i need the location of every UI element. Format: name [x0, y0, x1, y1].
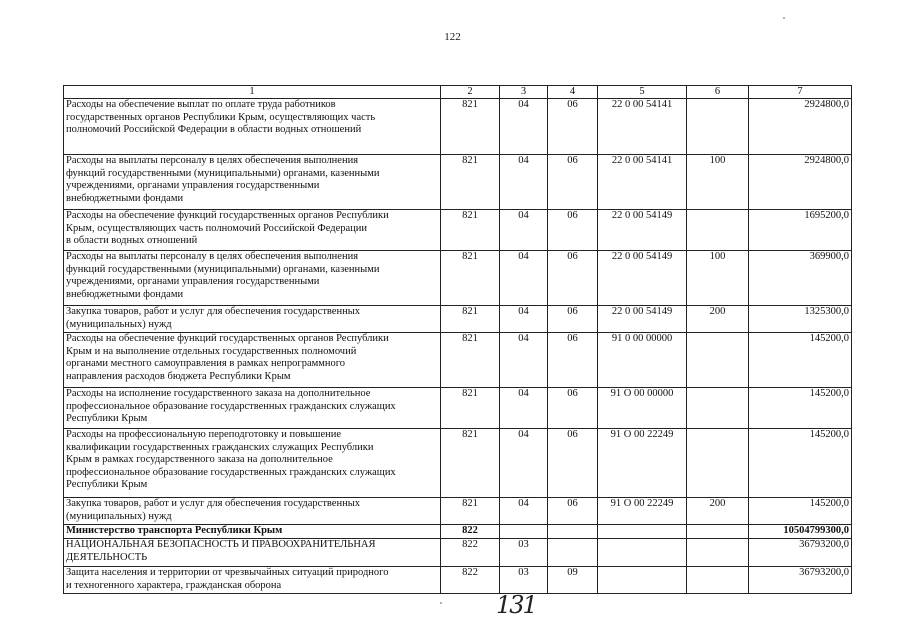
row-code-4: 06	[548, 155, 598, 210]
table-row	[64, 99, 852, 155]
row-code-3	[500, 525, 548, 539]
header-col-2: 2	[441, 86, 500, 99]
row-amount: 369900,0	[749, 251, 852, 306]
row-code-2: 821	[441, 306, 500, 333]
row-code-6	[687, 539, 749, 567]
row-amount: 10504799300,0	[749, 525, 852, 539]
row-code-3: 04	[500, 306, 548, 333]
row-name: Расходы на обеспечение выплат по оплате труда работников государственных органов Республики Крым, осуществляющих часть полномочий Российской Федерации в области водных отношений	[64, 99, 441, 155]
header-col-7: 7	[749, 86, 852, 99]
table-row	[64, 306, 852, 333]
row-code-3: 03	[500, 539, 548, 567]
row-code-3: 03	[500, 567, 548, 594]
row-name: Расходы на выплаты персоналу в целях обеспечения выполнения функций государственными (муниципальными) органами, казенными учреждениями, органами управления государственными внебюджетными фондами	[64, 155, 441, 210]
row-code-6	[687, 429, 749, 498]
row-code-5: 22 0 00 54141	[598, 99, 687, 155]
row-code-4: 09	[548, 567, 598, 594]
row-code-3: 04	[500, 333, 548, 388]
row-code-2: 821	[441, 498, 500, 525]
row-code-2: 821	[441, 333, 500, 388]
row-code-6	[687, 388, 749, 429]
row-name: Министерство транспорта Республики Крым	[64, 525, 441, 539]
row-code-5	[598, 567, 687, 594]
row-code-4: 06	[548, 333, 598, 388]
row-code-6: 200	[687, 306, 749, 333]
table-header-row	[64, 86, 852, 99]
row-code-2: 821	[441, 210, 500, 251]
row-code-6	[687, 567, 749, 594]
row-code-6	[687, 99, 749, 155]
row-code-5: 91 0 00 00000	[598, 333, 687, 388]
page-number: 122	[444, 31, 461, 43]
scan-speck	[783, 17, 785, 19]
budget-table	[63, 85, 852, 594]
scan-speck	[440, 602, 442, 604]
row-amount: 145200,0	[749, 498, 852, 525]
row-amount: 145200,0	[749, 333, 852, 388]
table-row	[64, 498, 852, 525]
row-name: Закупка товаров, работ и услуг для обеспечения государственных (муниципальных) нужд	[64, 498, 441, 525]
row-code-5: 91 О 00 22249	[598, 498, 687, 525]
row-code-2: 821	[441, 251, 500, 306]
row-name: НАЦИОНАЛЬНАЯ БЕЗОПАСНОСТЬ И ПРАВООХРАНИТЕЛЬНАЯ ДЕЯТЕЛЬНОСТЬ	[64, 539, 441, 567]
row-code-2: 821	[441, 99, 500, 155]
row-amount: 36793200,0	[749, 539, 852, 567]
row-code-4: 06	[548, 210, 598, 251]
row-code-3: 04	[500, 498, 548, 525]
row-amount: 145200,0	[749, 388, 852, 429]
row-name: Расходы на обеспечение функций государственных органов Республики Крым и на выполнение отдельных государственных полномочий органами местного самоуправления в рамках непрограммного направления расходов бюджета Республики Крым	[64, 333, 441, 388]
row-code-4: 06	[548, 498, 598, 525]
row-amount: 36793200,0	[749, 567, 852, 594]
row-name: Расходы на выплаты персоналу в целях обеспечения выполнения функций государственными (муниципальными) органами, казенными учреждениями, органами управления государственными внебюджетными фондами	[64, 251, 441, 306]
row-name: Расходы на исполнение государственного заказа на дополнительное профессиональное образование государственных гражданских служащих Республики Крым	[64, 388, 441, 429]
table-row	[64, 525, 852, 539]
row-code-3: 04	[500, 388, 548, 429]
row-code-2: 821	[441, 155, 500, 210]
row-amount: 2924800,0	[749, 155, 852, 210]
row-code-5: 91 О 00 00000	[598, 388, 687, 429]
row-code-3: 04	[500, 429, 548, 498]
row-code-3: 04	[500, 251, 548, 306]
row-code-2: 821	[441, 388, 500, 429]
row-code-4: 06	[548, 99, 598, 155]
row-code-5: 22 0 00 54149	[598, 210, 687, 251]
row-amount: 1695200,0	[749, 210, 852, 251]
row-code-4: 06	[548, 388, 598, 429]
row-amount: 145200,0	[749, 429, 852, 498]
row-code-5	[598, 539, 687, 567]
row-code-5: 22 0 00 54149	[598, 306, 687, 333]
table-row	[64, 210, 852, 251]
row-code-2: 822	[441, 567, 500, 594]
row-code-4	[548, 525, 598, 539]
header-col-5: 5	[598, 86, 687, 99]
row-code-6: 200	[687, 498, 749, 525]
row-code-2: 822	[441, 525, 500, 539]
row-code-2: 822	[441, 539, 500, 567]
header-col-1: 1	[64, 86, 441, 99]
row-name: Защита населения и территории от чрезвычайных ситуаций природного и техногенного характера, гражданская оборона	[64, 567, 441, 594]
table-row	[64, 155, 852, 210]
row-name: Расходы на обеспечение функций государственных органов Республики Крым, осуществляющих часть полномочий Российской Федерации в области водных отношений	[64, 210, 441, 251]
table-row	[64, 429, 852, 498]
row-code-5: 22 0 00 54141	[598, 155, 687, 210]
row-code-6: 100	[687, 251, 749, 306]
table-row	[64, 333, 852, 388]
row-code-6	[687, 210, 749, 251]
row-code-3: 04	[500, 155, 548, 210]
row-amount: 1325300,0	[749, 306, 852, 333]
row-code-6	[687, 525, 749, 539]
table-row	[64, 251, 852, 306]
table-row	[64, 388, 852, 429]
row-code-3: 04	[500, 210, 548, 251]
row-name: Закупка товаров, работ и услуг для обеспечения государственных (муниципальных) нужд	[64, 306, 441, 333]
header-col-3: 3	[500, 86, 548, 99]
row-code-5	[598, 525, 687, 539]
table-row	[64, 567, 852, 594]
row-code-3: 04	[500, 99, 548, 155]
row-amount: 2924800,0	[749, 99, 852, 155]
header-col-6: 6	[687, 86, 749, 99]
header-col-4: 4	[548, 86, 598, 99]
row-code-5: 91 О 00 22249	[598, 429, 687, 498]
row-code-4: 06	[548, 306, 598, 333]
row-code-4: 06	[548, 429, 598, 498]
row-code-6	[687, 333, 749, 388]
row-code-2: 821	[441, 429, 500, 498]
row-code-4: 06	[548, 251, 598, 306]
row-code-6: 100	[687, 155, 749, 210]
row-code-4	[548, 539, 598, 567]
table-row	[64, 539, 852, 567]
handwritten-page-mark: 131	[496, 591, 536, 619]
row-code-5: 22 0 00 54149	[598, 251, 687, 306]
row-name: Расходы на профессиональную переподготовку и повышение квалификации государственных гражданских служащих Республики Крым в рамках государственного заказа на дополнительное профессиональное образование государственных гражданских служащих Республики Крым	[64, 429, 441, 498]
